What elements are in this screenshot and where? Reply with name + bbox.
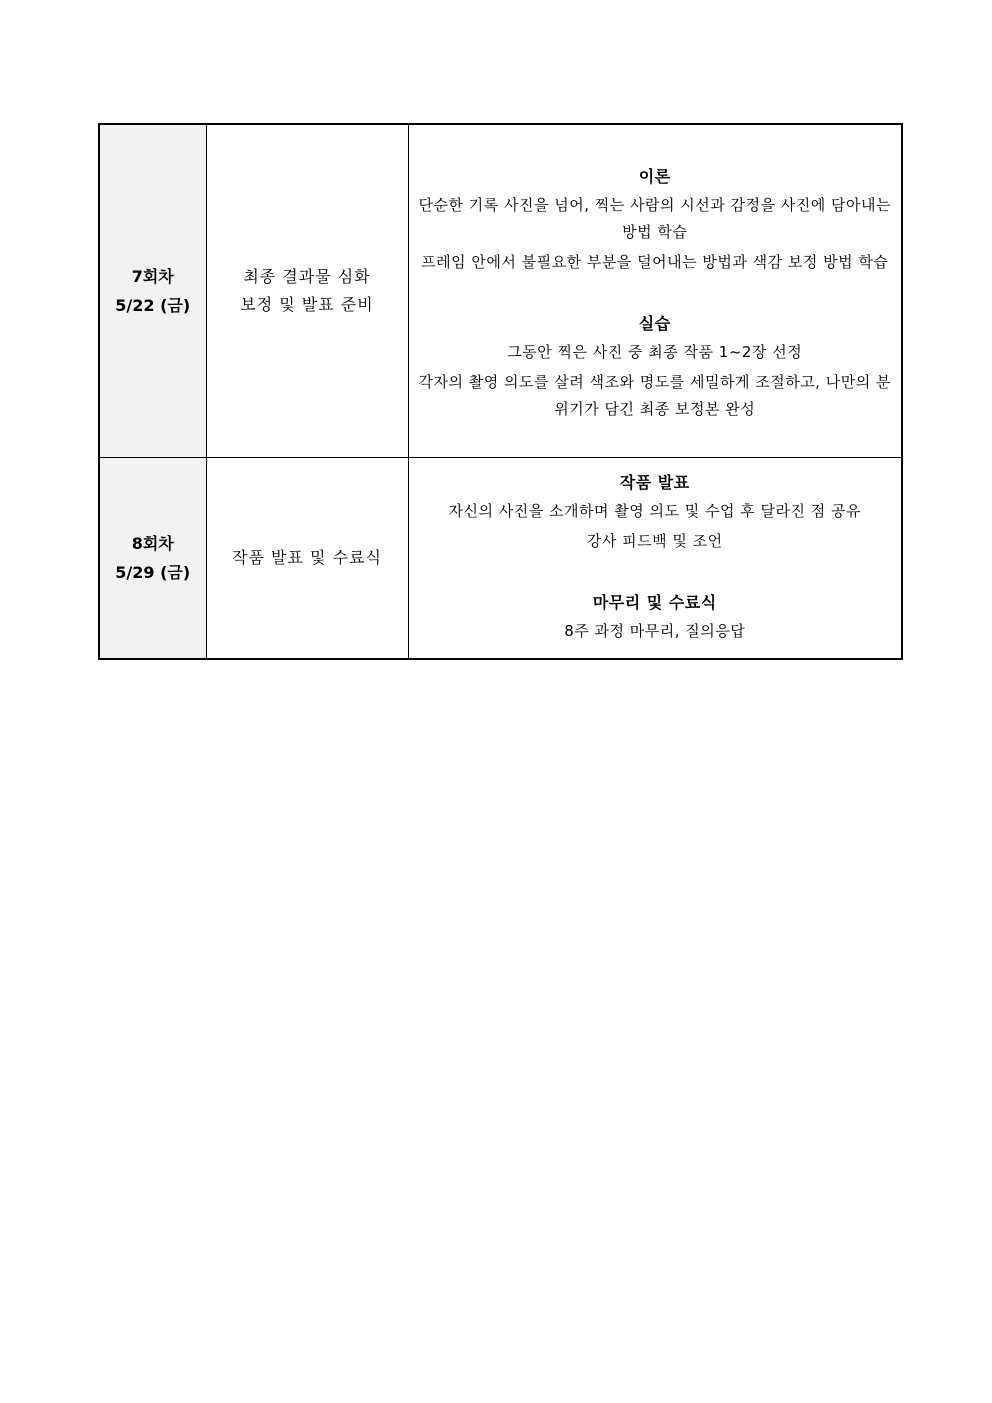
detail-cell [408, 124, 902, 458]
section-practice [419, 309, 892, 423]
detail-line: 강사 피드백 및 조언 [586, 532, 723, 550]
session-cell [99, 458, 206, 660]
topic-line: 보정 및 발표 준비 [240, 295, 374, 314]
section-heading: 작품 발표 [619, 473, 690, 492]
session-date: 5/22 (금) [115, 296, 191, 315]
topic-cell [206, 124, 408, 458]
section-theory [419, 162, 892, 276]
topic-line: 작품 발표 및 수료식 [232, 548, 382, 567]
detail-content [409, 156, 902, 423]
curriculum-table [98, 123, 903, 660]
session-date: 5/29 (금) [115, 563, 191, 582]
section-closing [419, 588, 892, 645]
detail-line: 단순한 기록 사진을 넘어, 찍는 사람의 시선과 감정을 사진에 담아내는 방법 학습 [418, 196, 891, 241]
table-row [99, 458, 902, 660]
topic-cell [206, 458, 408, 660]
section-heading: 실습 [638, 314, 671, 333]
detail-cell [408, 458, 902, 660]
detail-content [409, 468, 902, 645]
section-presentation [419, 468, 892, 555]
detail-line: 그동안 찍은 사진 중 최종 작품 1~2장 선정 [507, 343, 803, 361]
section-heading: 마무리 및 수료식 [592, 593, 717, 612]
detail-line: 자신의 사진을 소개하며 촬영 의도 및 수업 후 달라진 점 공유 [448, 502, 861, 520]
session-number: 8회차 [131, 534, 174, 553]
session-cell [99, 124, 206, 458]
topic-line: 최종 결과물 심화 [243, 267, 371, 286]
detail-line: 프레임 안에서 불필요한 부분을 덜어내는 방법과 색감 보정 방법 학습 [421, 253, 889, 271]
session-number: 7회차 [131, 267, 174, 286]
detail-line: 8주 과정 마무리, 질의응답 [564, 622, 746, 640]
detail-line: 각자의 촬영 의도를 살려 색조와 명도를 세밀하게 조절하고, 나만의 분위기가 담긴 최종 보정본 완성 [418, 373, 891, 418]
section-heading: 이론 [638, 167, 671, 186]
table-row [99, 124, 902, 458]
